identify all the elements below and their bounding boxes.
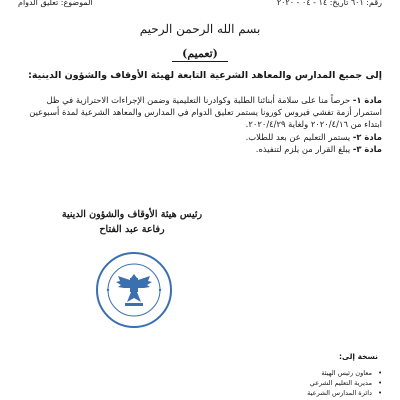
official-seal-stamp [94,250,174,330]
heading-underline [172,61,228,62]
signatory-name: رفاعة عبد الفتاح [99,224,165,235]
list-item: • دائرة المدارس الشرعية [307,388,382,398]
document-type-heading: (تعميم) [182,47,218,60]
reference-number-date: رقم: ٦٠١ تاريخ: ١٤ - ٠٤ - ٢٠٢٠ [276,0,382,7]
article-text: يبلغ القرار من يلزم لتنفيذه. [255,144,353,154]
copies-label: نسخة إلى: [339,352,378,361]
signatory-title: رئيس هيئة الأوقاف والشؤون الدينية [61,209,203,220]
article-3 [18,143,382,155]
recipients-line: إلى جميع المدارس والمعاهد الشرعية التابعة لهيئة الأوقاف والشؤون الدينية: [28,70,382,81]
subject-line: الموضوع: تعليق الدوام [18,0,93,7]
article-2 [18,131,382,143]
article-label: مادة ١- [352,95,382,105]
document-header [18,0,382,14]
basmala: بسم الله الرحمن الرحيم [139,22,261,36]
article-label: مادة ٣- [352,144,382,154]
article-label: مادة ٢- [352,132,382,142]
article-1 [18,94,382,130]
article-text: حرصاً منا على سلامة أبنائنا الطلبة وكوادرنا التعليمية وضمن الإجراءات الاحترازية في ظل استمرار أزمة تفشي فيروس كورونا يستمر تعليق الدوام في المدارس والمعاهد الشرعية لمدة أسبوعين ابتداء من ٢٠٢٠/٤/١٦ ولغاية ٢٠٢٠/٤/٢٩. [29,95,382,129]
list-item: • معاون رئيس الهيئة [307,368,382,378]
article-text: يستمر التعليم عن بعد للطلاب. [245,132,353,142]
list-item: • مديرية التعليم الشرعي [307,378,382,388]
eagle-emblem-icon [116,274,152,306]
copies-list [307,368,382,398]
